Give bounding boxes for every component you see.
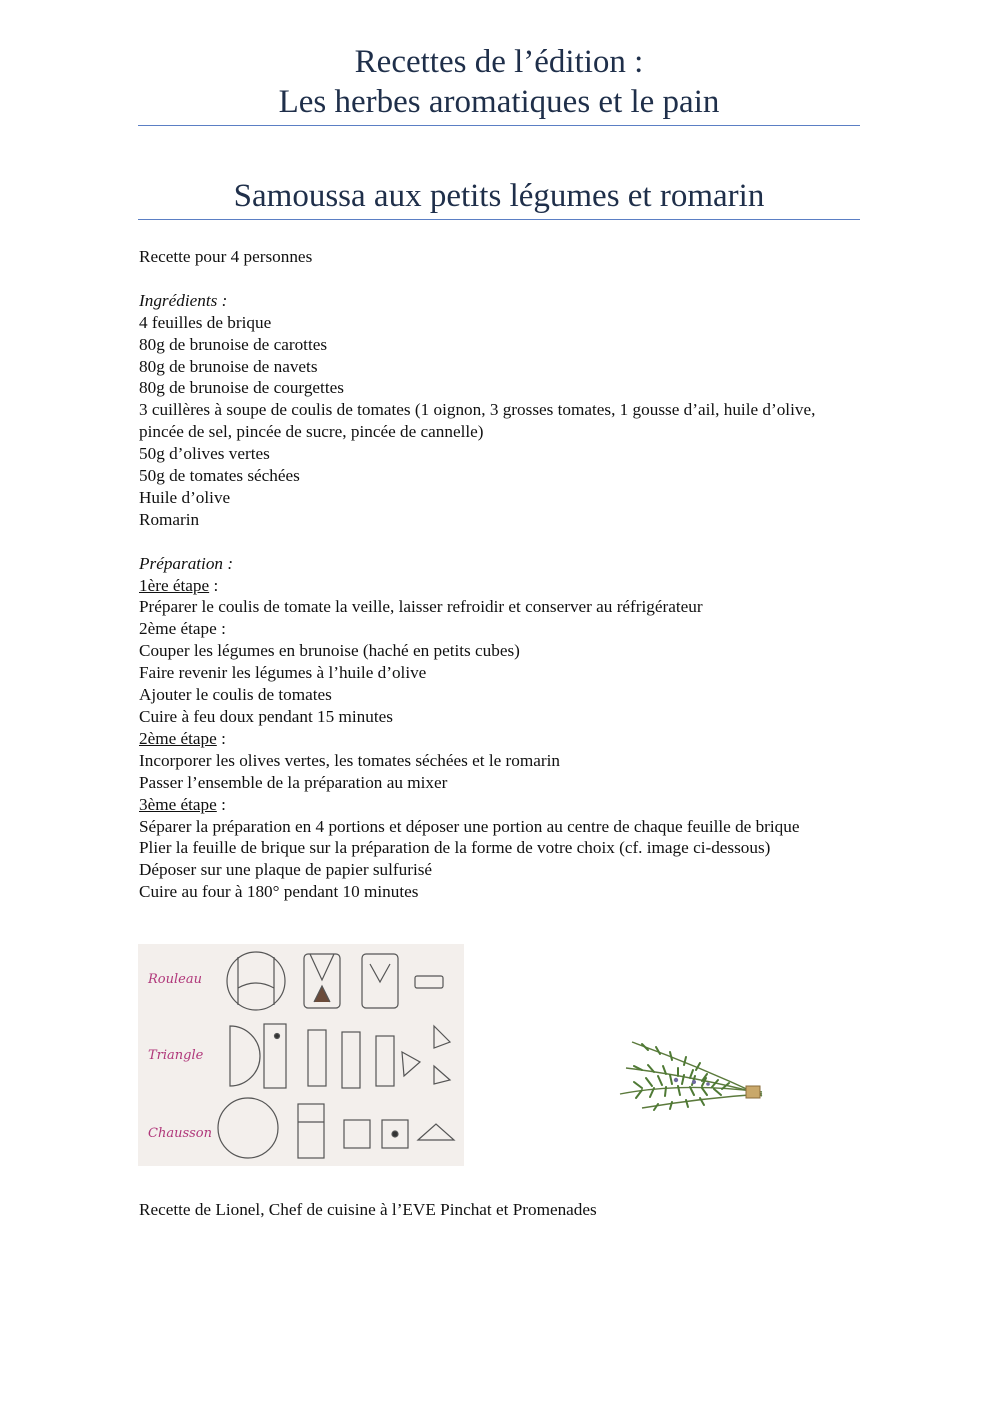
step-line: Faire revenir les légumes à l’huile d’olive	[139, 663, 427, 683]
recipe-credit: Recette de Lionel, Chef de cuisine à l’EVE Pinchat et Promenades	[139, 1200, 597, 1219]
step-line: Ajouter le coulis de tomates	[139, 685, 332, 705]
step-label: 3ème étape :	[139, 794, 226, 814]
ingredient-item: 4 feuilles de brique	[139, 312, 272, 332]
step-4	[139, 794, 869, 904]
step-line: Séparer la préparation en 4 portions et déposer une portion au centre de chaque feuille de brique	[139, 816, 800, 836]
step-line: Cuire à feu doux pendant 15 minutes	[139, 707, 393, 726]
recipe-body	[139, 246, 869, 903]
title-line-1: Recettes de l’édition :	[354, 44, 644, 80]
ingredient-item: 80g de brunoise de courgettes	[139, 378, 344, 398]
folding-diagram-image	[138, 944, 464, 1166]
step-line: Déposer sur une plaque de papier sulfurisé	[139, 860, 433, 880]
step-2	[139, 618, 869, 728]
folding-steps-drawing	[138, 944, 464, 1166]
servings: Recette pour 4 personnes	[139, 247, 313, 266]
step-line: Cuire au four à 180° pendant 10 minutes	[139, 882, 419, 902]
step-label: 1ère étape :	[139, 575, 219, 595]
ingredient-item: 3 cuillères à soupe de coulis de tomates (1 oignon, 3 grosses tomates, 1 gousse d’ail, huile d’olive, pincée de sel, pincée de sucre, pincée de cannelle)	[139, 400, 816, 442]
folding-label-rouleau: Rouleau	[148, 972, 202, 987]
step-1	[139, 575, 869, 619]
step-line: Préparer le coulis de tomate la veille, laisser refroidir et conserver au réfrigérateur	[139, 597, 703, 617]
ingredients-heading: Ingrédients :	[139, 290, 228, 310]
step-label: 2ème étape :	[139, 619, 226, 639]
ingredients-list	[139, 312, 869, 531]
ingredient-item: 80g de brunoise de carottes	[139, 334, 328, 354]
ingredient-item: 50g de tomates séchées	[139, 466, 300, 486]
folding-label-chausson: Chausson	[148, 1126, 212, 1141]
preparation-heading: Préparation :	[139, 553, 234, 573]
step-3	[139, 728, 869, 794]
ingredient-item: 50g d’olives vertes	[139, 444, 270, 464]
step-line: Incorporer les olives vertes, les tomates séchées et le romarin	[139, 750, 560, 770]
rosemary-sprig-image	[612, 1020, 772, 1116]
ingredient-item: Huile d’olive	[139, 487, 231, 507]
document-title	[138, 42, 860, 122]
ingredient-item: Romarin	[139, 509, 200, 529]
step-line: Couper les légumes en brunoise (haché en petits cubes)	[139, 641, 520, 661]
title-divider	[138, 125, 860, 126]
step-line: Passer l’ensemble de la préparation au mixer	[139, 772, 448, 792]
ingredient-item: 80g de brunoise de navets	[139, 356, 318, 376]
step-line: Plier la feuille de brique sur la préparation de la forme de votre choix (cf. image ci-dessous)	[139, 838, 771, 858]
recipe-title: Samoussa aux petits légumes et romarin	[233, 178, 765, 214]
step-label: 2ème étape :	[139, 728, 226, 748]
folding-label-triangle: Triangle	[148, 1048, 204, 1063]
title-line-2: Les herbes aromatiques et le pain	[278, 84, 720, 120]
recipe-title-divider	[138, 219, 860, 220]
